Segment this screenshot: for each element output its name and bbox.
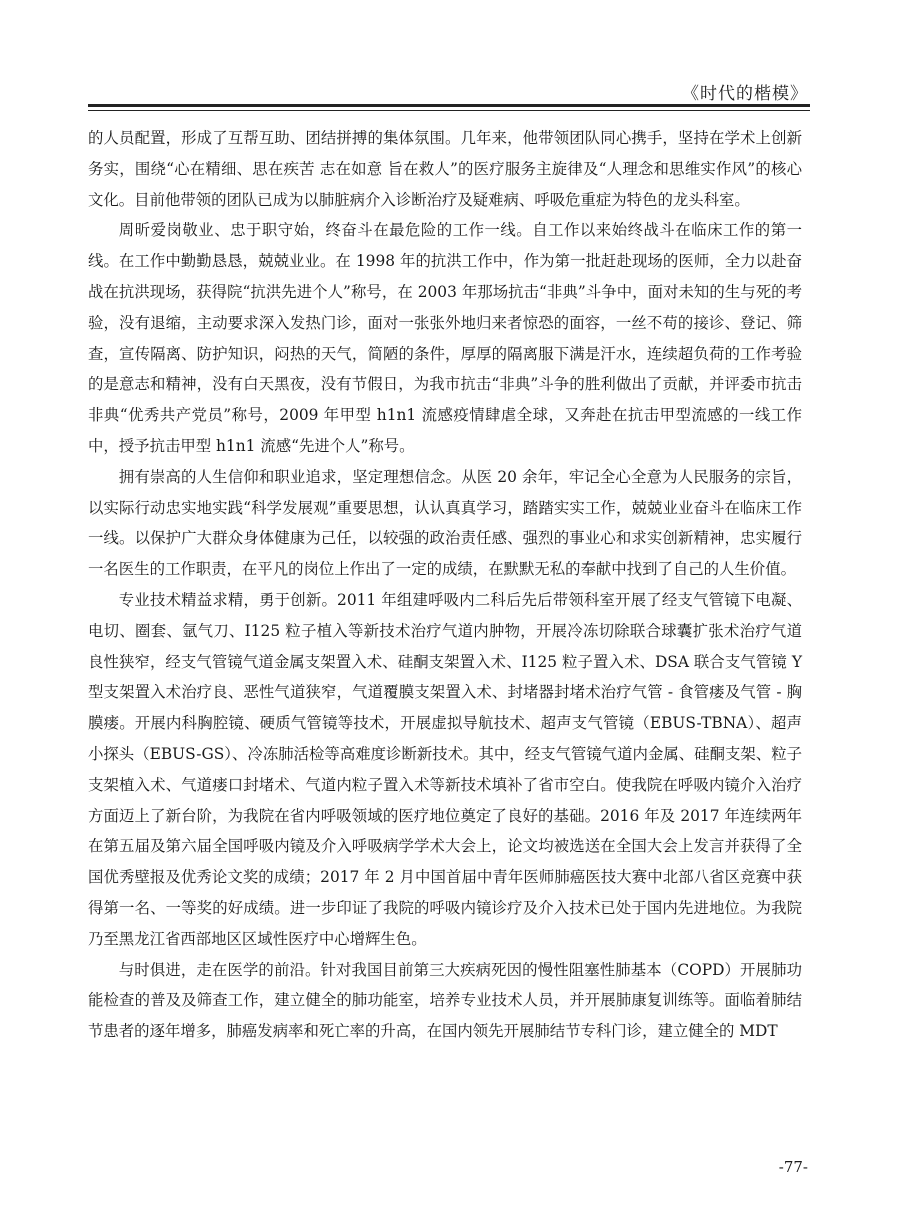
header-rule-thick [88, 104, 810, 107]
paragraph-continuation: 的人员配置，形成了互帮互助、团结拼搏的集体氛围。几年来，他带领团队同心携手，坚持在学术上创新务实，围绕“心在精细、思在疾苦 志在如意 旨在救人”的医疗服务主旋律及“人理念和思维实作风”的核心文化。目前他带领的团队已成为以肺脏病介入诊断治疗及疑难病、呼吸危重症为特色的龙头科室。 [88, 129, 802, 209]
paragraph: 周昕爱岗敬业、忠于职守始，终奋斗在最危险的工作一线。自工作以来始终战斗在临床工作的第一线。在工作中勤勤恳恳，兢兢业业。在 1998 年的抗洪工作中，作为第一批赶赴现场的医师，全力以赴奋战在抗洪现场，获得院“抗洪先进个人”称号，在 2003 年那场抗击“非典”斗争中，面对未知的生与死的考验，没有退缩，主动要求深入发热门诊，面对一张张外地归来者惊恐的面容，一丝不苟的接诊、登记、筛查，宣传隔离、防护知识，闷热的天气，简陋的条件，厚厚的隔离服下满是汗水，连续超负荷的工作考验的是意志和精神，没有白天黑夜，没有节假日，为我市抗击“非典”斗争的胜利做出了贡献，并评委市抗击非典“优秀共产党员”称号，2009 年甲型 h1n1 流感疫情肆虐全球，又奔赴在抗击甲型流感的一线工作中，授予抗击甲型 h1n1 流感“先进个人”称号。 [88, 221, 802, 455]
article-body [88, 123, 802, 1047]
running-header-title: 《时代的楷模》 [682, 84, 808, 104]
paragraph: 与时俱进，走在医学的前沿。针对我国目前第三大疾病死因的慢性阻塞性肺基本（COPD）开展肺功能检查的普及及筛查工作，建立健全的肺功能室，培养专业技术人员，并开展肺康复训练等。面临着肺结节患者的逐年增多，肺癌发病率和死亡率的升高，在国内领先开展肺结节专科门诊，建立健全的 MDT [88, 960, 802, 1041]
page-number: -77- [778, 1158, 808, 1176]
paragraph: 专业技术精益求精，勇于创新。2011 年组建呼吸内二科后先后带领科室开展了经支气管镜下电凝、电切、圈套、氩气刀、I125 粒子植入等新技术治疗气道内肿物，开展冷冻切除联合球囊扩张术治疗气道良性狭窄，经支气管镜气道金属支架置入术、硅酮支架置入术、I125 粒子置入术、DSA 联合支气管镜 Y 型支架置入术治疗良、恶性气道狭窄，气道覆膜支架置入术、封堵器封堵术治疗气管 - 食管瘘及气管 - 胸膜瘘。开展内科胸腔镜、硬质气管镜等技术，开展虚拟导航技术、超声支气管镜（EBUS-TBNA）、超声小探头（EBUS-GS）、冷冻肺活检等高难度诊断新技术。其中，经支气管镜气道内金属、硅酮支架、粒子支架植入术、气道瘘口封堵术、气道内粒子置入术等新技术填补了省市空白。使我院在呼吸内镜介入治疗方面迈上了新台阶，为我院在省内呼吸领域的医疗地位奠定了良好的基础。2016 年及 2017 年连续两年在第五届及第六届全国呼吸内镜及介入呼吸病学学术大会上，论文均被选送在全国大会上发言并获得了全国优秀壁报及优秀论文奖的成绩；2017 年 2 月中国首届中青年医师肺癌医技大赛中北部八省区竞赛中获得第一名、一等奖的好成绩。进一步印证了我院的呼吸内镜诊疗及介入技术已处于国内先进地位。为我院乃至黑龙江省西部地区区域性医疗中心增辉生色。 [88, 590, 802, 948]
header-rule-thin [88, 110, 810, 111]
paragraph: 拥有崇高的人生信仰和职业追求，坚定理想信念。从医 20 余年，牢记全心全意为人民服务的宗旨，以实际行动忠实地实践“科学发展观”重要思想，认认真真学习，踏踏实实工作，兢兢业业奋斗在临床工作一线。以保护广大群众身体健康为己任，以较强的政治责任感、强烈的事业心和求实创新精神，忠实履行一名医生的工作职责，在平凡的岗位上作出了一定的成绩，在默默无私的奉献中找到了自己的人生价值。 [88, 467, 802, 579]
